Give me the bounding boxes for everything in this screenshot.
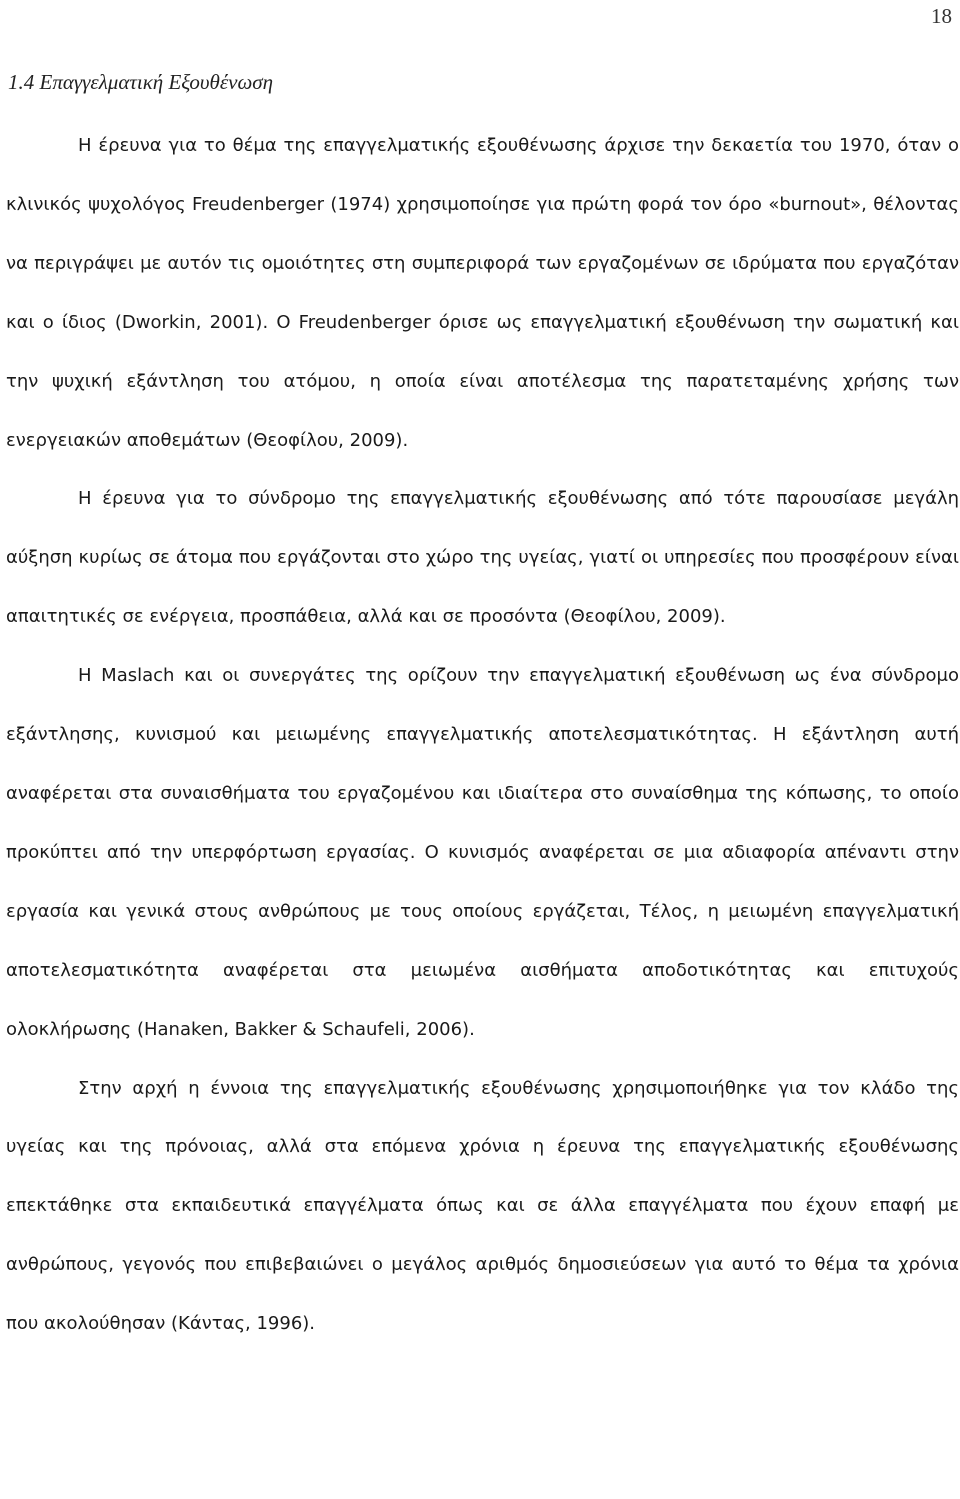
paragraph-maslach-definition: Η Maslach και οι συνεργάτες της ορίζουν την επαγγελματική εξουθένωση ως ένα σύνδρομο εξάντλησης, κυνισμού και μειωμένης επαγγελματικής αποτελεσματικότητας. Η εξάντληση αυτή αναφέρεται στα συναισθήματα του εργαζομένου και ιδιαίτερα στο συναίσθημα της κόπωσης, το οποίο προκύπτει από την υπερφόρτωση εργασίας. Ο κυνισμός αναφέρεται σε μια αδιαφορία απέναντι στην εργασία και γενικά στους ανθρώπους με τους οποίους εργάζεται, Τέλος, η μειωμένη επαγγελματική αποτελεσματικότητα αναφέρεται στα μειωμένα αισθήματα αποδοτικότητας και επιτυχούς ολοκλήρωσης (Hanaken, Bakker & Schaufeli, 2006). [6,665,959,1040]
page-number: 18 [931,4,952,28]
paragraph-expansion: Στην αρχή η έννοια της επαγγελματικής εξουθένωσης χρησιμοποιήθηκε για τον κλάδο της υγείας και της πρόνοιας, αλλά στα επόμενα χρόνια η έρευνα της επαγγελματικής εξουθένωσης επεκτάθηκε στα εκπαιδευτικά επαγγέλματα όπως και σε άλλα επαγγέλματα που έχουν επαφή με ανθρώπους, γεγονός που επιβεβαιώνει ο μεγάλος αριθμός δημοσιεύσεων για αυτό το θέμα τα χρόνια που ακολούθησαν (Κάντας, 1996). [6,1077,959,1335]
section-title: 1.4 Επαγγελματική Εξουθένωση [8,70,274,94]
body-text [6,117,959,1354]
paragraph-burnout-origin: Η έρευνα για το θέμα της επαγγελματικής εξουθένωσης άρχισε την δεκαετία του 1970, όταν ο κλινικός ψυχολόγος Freudenberger (1974) χρησιμοποίησε για πρώτη φορά τον όρο «burnout», θέλοντας να περιγράψει με αυτόν τις ομοιότητες στη συμπεριφορά των εργαζομένων σε ιδρύματα που εργαζόταν και ο ίδιος (Dworkin, 2001). Ο Freudenberger όρισε ως επαγγελματική εξουθένωση την σωματική και την ψυχική εξάντληση του ατόμου, η οποία είναι αποτέλεσμα της παρατεταμένης χρήσης των ενεργειακών αποθεμάτων (Θεοφίλου, 2009). [6,135,959,451]
paragraph-health-sector: Η έρευνα για το σύνδρομο της επαγγελματικής εξουθένωσης από τότε παρουσίασε μεγάλη αύξηση κυρίως σε άτομα που εργάζονται στο χώρο της υγείας, γιατί οι υπηρεσίες που προσφέρουν είναι απαιτητικές σε ενέργεια, προσπάθεια, αλλά και σε προσόντα (Θεοφίλου, 2009). [6,488,959,628]
